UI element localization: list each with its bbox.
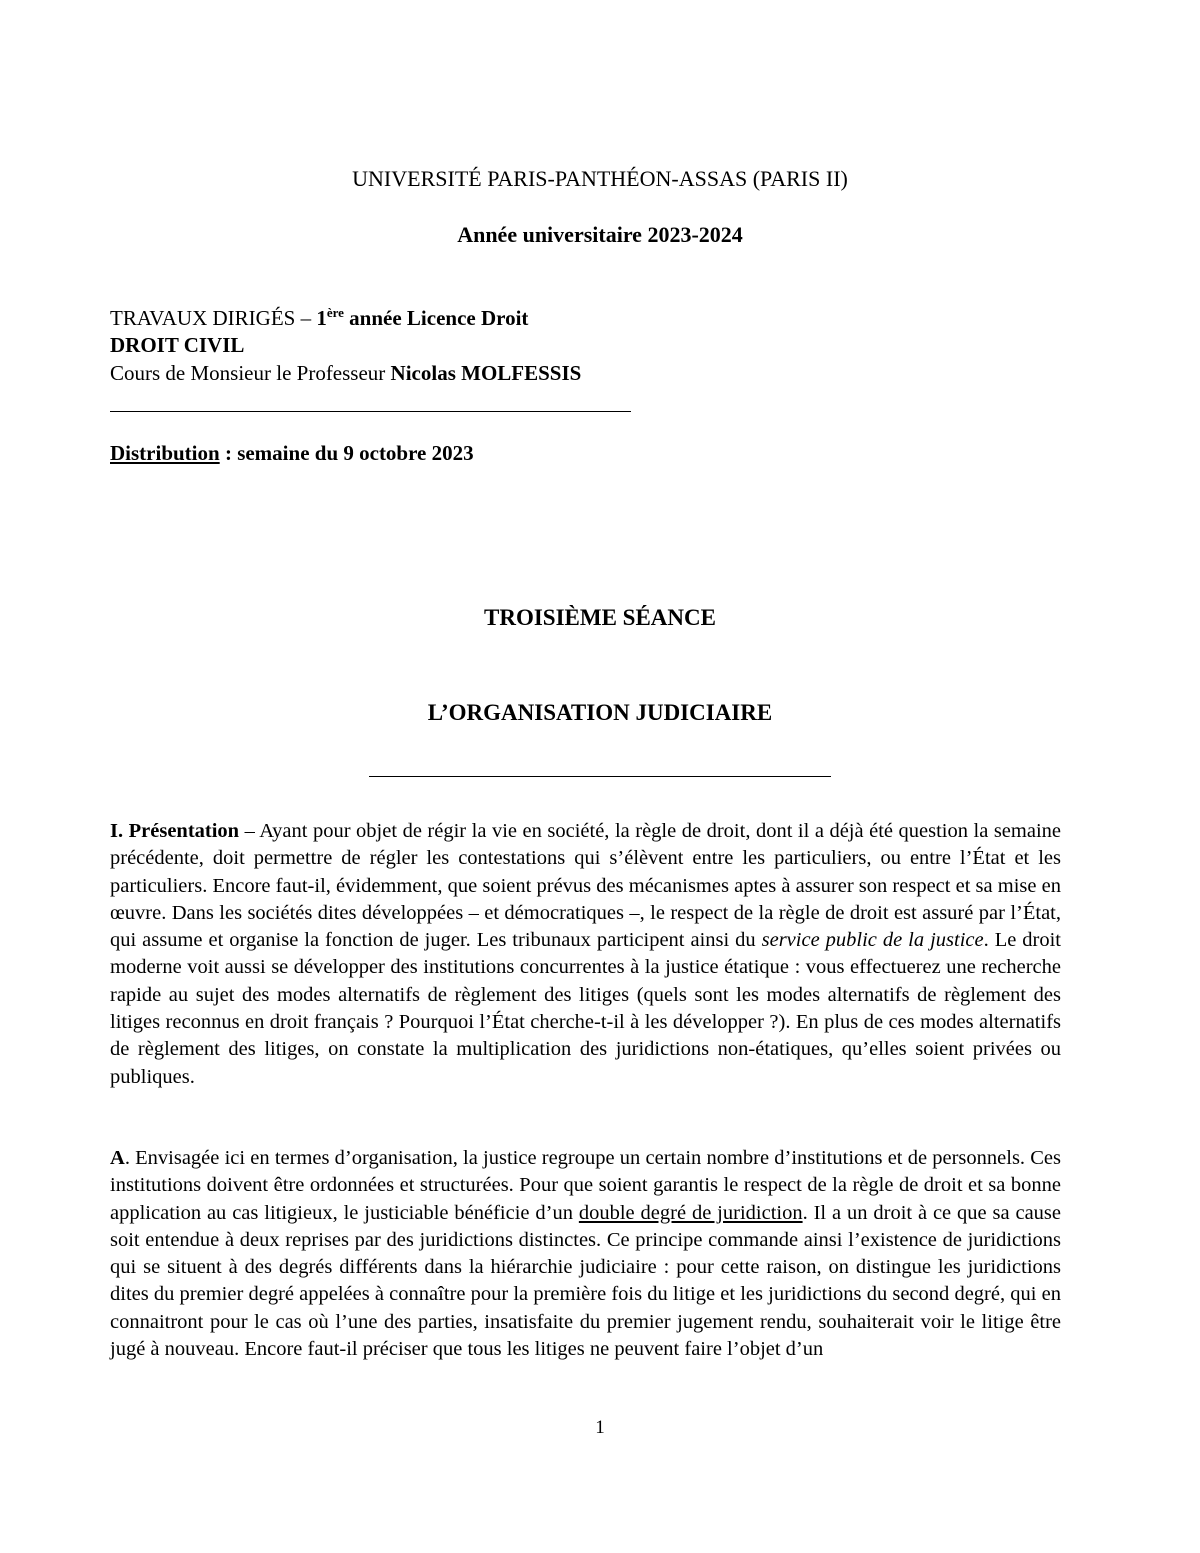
- section-a-underlined: double degré de juridiction: [578, 1201, 803, 1224]
- section-a-text-2: . Il a un droit à ce que sa cause soit entendue à deux reprises par des juridictions distinctes. Ce principe commande ainsi l’existence de juridictions qui se situent à des degrés différents dans la hiérarchie judiciaire : pour cette raison, on distingue les juridictions dites du premier degré appelées à connaître pour la première fois du litige et les juridictions du second degré, qui en connaitront pour le cas où l’une des parties, insatisfaite du premier jugement rendu, souhaiterait voir le litige être jugé à nouveau. Encore faut-il préciser que tous les litiges ne peuvent faire l’objet d’un: [110, 1201, 1061, 1361]
- professor-line: [110, 361, 581, 385]
- course-type-line: [110, 306, 528, 330]
- university-title: UNIVERSITÉ PARIS-PANTHÉON-ASSAS (PARIS II): [352, 166, 848, 191]
- professor-name: Nicolas MOLFESSIS: [390, 361, 582, 385]
- presentation-label: I. Présentation: [110, 820, 240, 842]
- session-number-title: TROISIÈME SÉANCE: [484, 605, 716, 630]
- presentation-italic: service public de la justice: [761, 929, 984, 952]
- presentation-paragraph: [110, 818, 1061, 1091]
- distribution-separator: :: [219, 441, 238, 465]
- section-a-label: A: [110, 1147, 125, 1169]
- course-year: [316, 306, 528, 330]
- header-divider: [110, 411, 631, 412]
- section-a-paragraph: [110, 1145, 1061, 1363]
- title-separator: [369, 776, 831, 777]
- course-year-sup: ère: [326, 305, 344, 320]
- page-number: 1: [595, 1417, 605, 1438]
- presentation-text-2: . Le droit moderne voit aussi se développer des institutions concurrentes à la justice étatique : vous effectuerez une recherche rapide au sujet des modes alternatifs de règlement des litiges (quels sont les modes alternatifs de règlement des litiges reconnus en droit français ? Pourquoi l’État cherche-t-il à les développer ?). En plus de ces modes alternatifs de règlement des litiges, on constate la multiplication des juridictions non-étatiques, qu’elles soient privées ou publiques.: [110, 929, 1061, 1088]
- distribution-line: [110, 441, 474, 465]
- course-subject: DROIT CIVIL: [110, 333, 245, 357]
- course-type-prefix: TRAVAUX DIRIGÉS –: [110, 306, 317, 330]
- course-year-suffix: année Licence Droit: [343, 306, 529, 330]
- distribution-value: semaine du 9 octobre 2023: [237, 441, 474, 465]
- section-a-text-1: . Envisagée ici en termes d’organisation, la justice regroupe un certain nombre d’institutions et de personnels. Ces institutions doivent être ordonnées et structurées. Pour que soient garantis le respect de la règle de droit et sa bonne application au cas litigieux, le justiciable bénéficie d’un: [110, 1147, 1061, 1224]
- distribution-label: Distribution: [110, 441, 220, 465]
- academic-year: Année universitaire 2023-2024: [457, 222, 743, 247]
- course-year-number: 1: [316, 306, 327, 330]
- presentation-text-1: – Ayant pour objet de régir la vie en société, la règle de droit, dont il a déjà été question la semaine précédente, doit permettre de régler les contestations qui s’élèvent entre les particuliers, ou entre l’État et les particuliers. Encore faut-il, évidemment, que soient prévus des mécanismes aptes à assurer son respect et sa mise en œuvre. Dans les sociétés dites développées – et démocratiques –, le respect de la règle de droit est assuré par l’État, qui assume et organise la fonction de juger. Les tribunaux participent ainsi du: [110, 820, 1061, 952]
- professor-prefix: Cours de Monsieur le Professeur: [110, 361, 391, 385]
- session-topic-title: L’ORGANISATION JUDICIAIRE: [427, 700, 773, 725]
